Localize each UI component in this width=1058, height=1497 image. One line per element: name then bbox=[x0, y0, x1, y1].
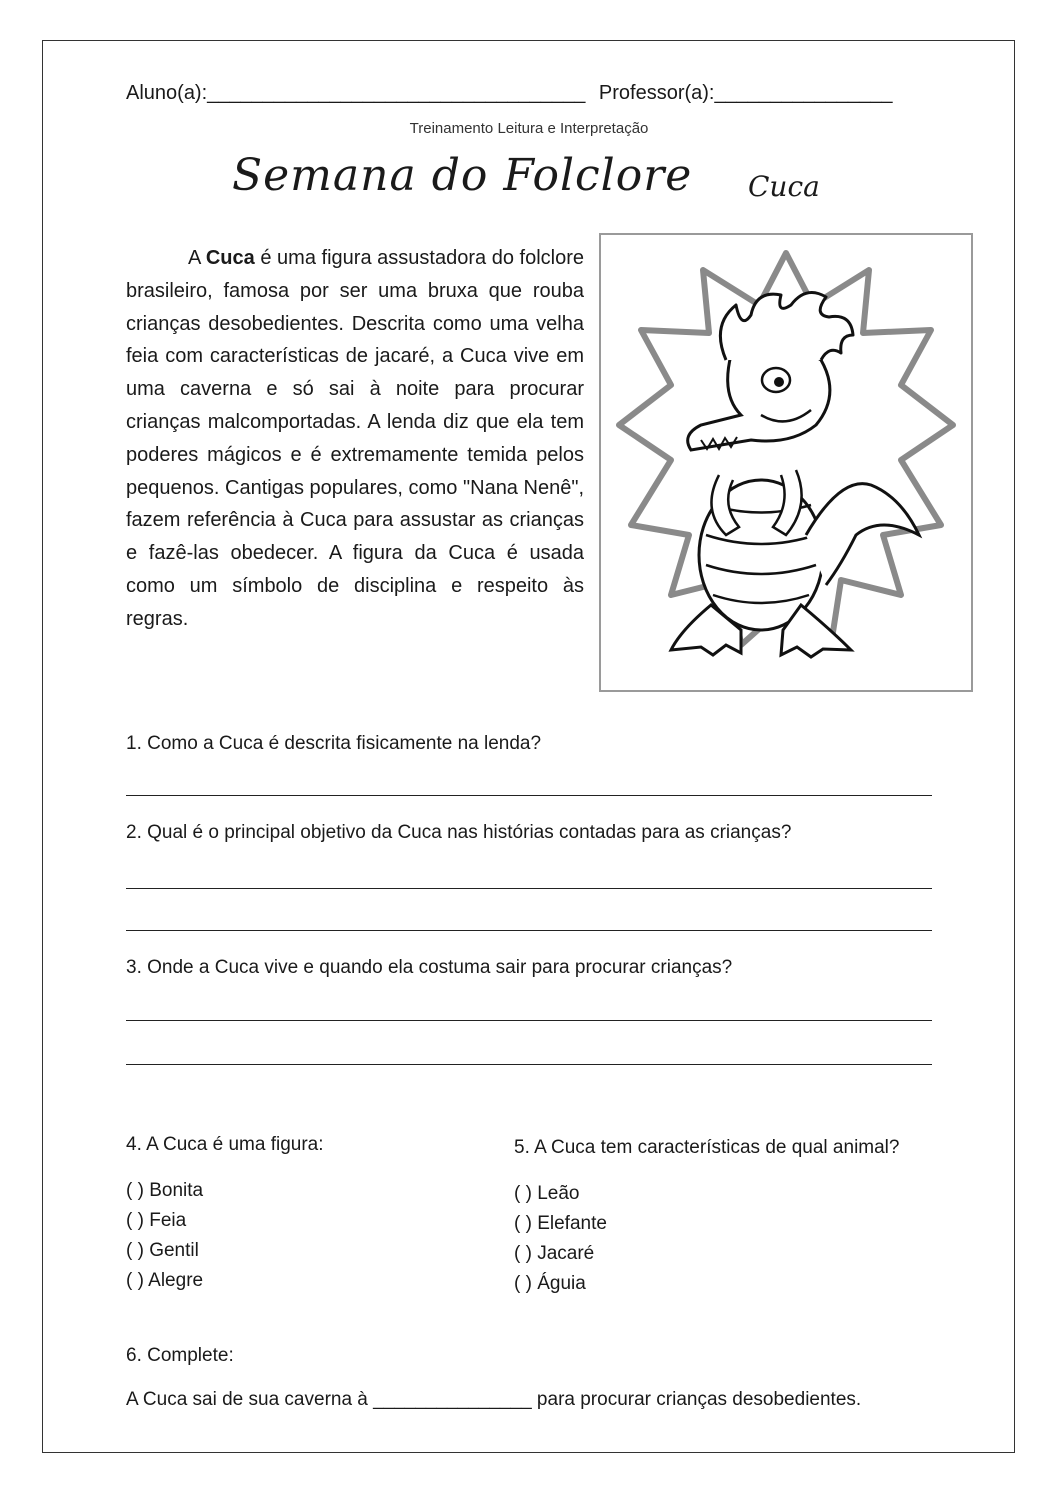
question-4: 4. A Cuca é uma figura: bbox=[126, 1134, 324, 1155]
answer-line-1[interactable] bbox=[126, 795, 932, 796]
question-3: 3. Onde a Cuca vive e quando ela costuma sair para procurar crianças? bbox=[126, 957, 733, 978]
answer-line-2a[interactable] bbox=[126, 888, 932, 889]
question-6-sentence[interactable]: A Cuca sai de sua caverna à _______________ para procurar crianças desobedientes. bbox=[126, 1389, 862, 1410]
teacher-name-field[interactable]: Professor(a):________________ bbox=[598, 82, 893, 104]
answer-line-3b[interactable] bbox=[126, 1064, 932, 1065]
q5-option-aguia[interactable]: ( ) Águia bbox=[514, 1273, 586, 1294]
question-2: 2. Qual é o principal objetivo da Cuca nas histórias contadas para as crianças? bbox=[126, 822, 792, 843]
question-5: 5. A Cuca tem características de qual animal? bbox=[514, 1137, 900, 1158]
hair bbox=[720, 293, 853, 361]
header-row bbox=[126, 82, 892, 105]
q5-option-elefante[interactable]: ( ) Elefante bbox=[514, 1213, 607, 1234]
story-bold-word: Cuca bbox=[205, 247, 255, 269]
pupil bbox=[774, 377, 784, 387]
student-name-field[interactable]: Aluno(a):__________________________________ bbox=[126, 82, 586, 104]
question-6: 6. Complete: bbox=[126, 1345, 234, 1366]
q4-option-feia[interactable]: ( ) Feia bbox=[126, 1210, 187, 1231]
story-first-word: A bbox=[188, 247, 201, 269]
q5-option-leao[interactable]: ( ) Leão bbox=[514, 1183, 580, 1204]
q4-option-alegre[interactable]: ( ) Alegre bbox=[126, 1270, 204, 1291]
q4-option-gentil[interactable]: ( ) Gentil bbox=[126, 1240, 199, 1261]
question-1: 1. Como a Cuca é descrita fisicamente na lenda? bbox=[126, 733, 542, 754]
q4-option-bonita[interactable]: ( ) Bonita bbox=[126, 1180, 204, 1201]
story-paragraph bbox=[126, 242, 584, 636]
story-text: é uma figura assustadora do folclore brasileiro, famosa por ser uma bruxa que rouba crianças desobedientes. Descrita como uma velha feia com características de jacaré, a Cuca vive em uma caverna e só sai à noite para procurar crianças malcomportadas. A lenda diz que ela tem poderes mágicos e é extremamente temida pelos pequenos. Cantigas populares, como "Nana Nenê", fazem referência à Cuca para assustar as crianças e fazê-las obedecer. A figura da Cuca é usada como um símbolo de disciplina e respeito às regras. bbox=[126, 247, 585, 630]
answer-line-2b[interactable] bbox=[126, 930, 932, 931]
page-title: Semana do Folclore bbox=[232, 150, 693, 201]
cuca-illustration bbox=[599, 233, 973, 692]
cuca-drawing bbox=[601, 235, 971, 690]
q5-option-jacare[interactable]: ( ) Jacaré bbox=[514, 1243, 595, 1264]
answer-line-3a[interactable] bbox=[126, 1020, 932, 1021]
worksheet-subtitle: Treinamento Leitura e Interpretação bbox=[409, 120, 649, 137]
page-title-topic: Cuca bbox=[748, 170, 820, 203]
